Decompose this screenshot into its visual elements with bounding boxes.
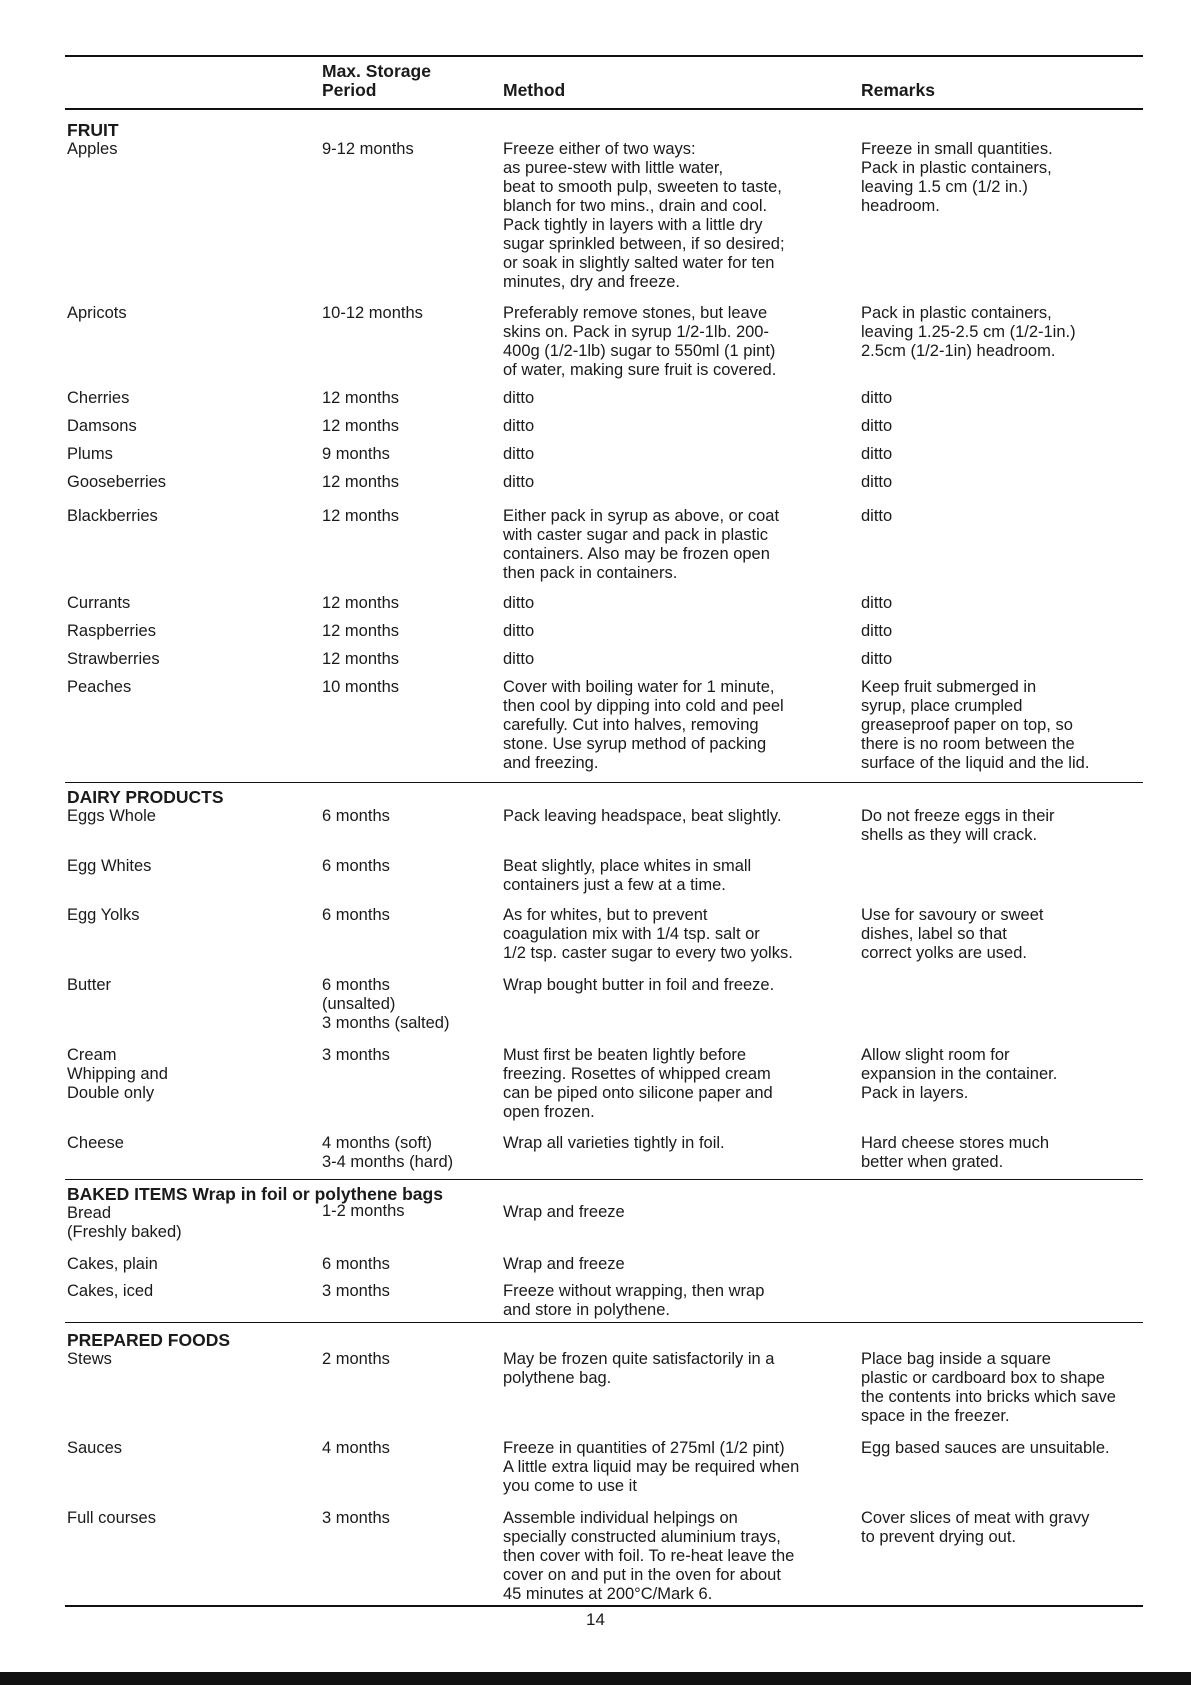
storage-period: 6 months <box>322 857 390 875</box>
food-name: Strawberries <box>67 650 160 668</box>
remarks-text: ditto <box>861 445 893 463</box>
method-text: Must first be beaten lightly before freezing. Rosettes of whipped cream can be piped onto silicone paper and open frozen. <box>503 1046 773 1121</box>
header-remarks: Remarks <box>861 80 935 100</box>
storage-period: 10 months <box>322 678 400 696</box>
remarks-text: Allow slight room for expansion in the container. Pack in layers. <box>861 1046 1058 1102</box>
method-text: ditto <box>503 389 535 407</box>
food-name: Eggs Whole <box>67 807 156 825</box>
storage-period: 6 months <box>322 807 390 825</box>
storage-period: 3 months <box>322 1046 390 1064</box>
method-text: Beat slightly, place whites in small containers just a few at a time. <box>503 857 752 894</box>
method-text: Freeze without wrapping, then wrap and store in polythene. <box>503 1282 765 1319</box>
header-rule <box>65 108 1143 110</box>
section-title-baked: BAKED ITEMS Wrap in foil or polythene bags <box>67 1184 443 1204</box>
remarks-text: Hard cheese stores much better when grated. <box>861 1134 1050 1171</box>
section-title-prepared: PREPARED FOODS <box>67 1330 231 1350</box>
remarks-text: Pack in plastic containers, leaving 1.25-2.5 cm (1/2-1in.) 2.5cm (1/2-1in) headroom. <box>861 304 1076 360</box>
remarks-text: ditto <box>861 389 893 407</box>
section-rule <box>65 782 1143 783</box>
remarks-text: ditto <box>861 507 893 525</box>
remarks-text: Do not freeze eggs in their shells as they will crack. <box>861 807 1055 844</box>
food-name: Apricots <box>67 304 127 322</box>
method-text: Wrap bought butter in foil and freeze. <box>503 976 775 994</box>
remarks-text: Cover slices of meat with gravy to prevent drying out. <box>861 1509 1090 1546</box>
food-name: Currants <box>67 594 131 612</box>
remarks-text: ditto <box>861 594 893 612</box>
storage-period: 6 months <box>322 1255 390 1273</box>
storage-period: 4 months <box>322 1439 390 1457</box>
header-method: Method <box>503 80 566 100</box>
storage-period: 12 months <box>322 389 400 407</box>
food-name: Damsons <box>67 417 137 435</box>
food-name: Cheese <box>67 1134 124 1152</box>
storage-period: 10-12 months <box>322 304 423 322</box>
food-name: Bread (Freshly baked) <box>67 1204 182 1241</box>
method-text: Assemble individual helpings on specially constructed aluminium trays, then cover with foil. To re-heat leave the cover on and put in the oven for about 45 minutes at 200°C/Mark 6. <box>503 1509 795 1603</box>
method-text: Freeze in quantities of 275ml (1/2 pint) A little extra liquid may be required when you come to use it <box>503 1439 800 1495</box>
remarks-text: Egg based sauces are unsuitable. <box>861 1439 1110 1457</box>
food-name: Cream Whipping and Double only <box>67 1046 168 1102</box>
food-name: Butter <box>67 976 112 994</box>
section-rule <box>65 1179 1143 1180</box>
storage-period: 6 months <box>322 906 390 924</box>
remarks-text: Freeze in small quantities. Pack in plastic containers, leaving 1.5 cm (1/2 in.) headroom. <box>861 140 1053 215</box>
top-rule <box>65 55 1143 57</box>
section-rule <box>65 1322 1143 1323</box>
remarks-text: Use for savoury or sweet dishes, label so that correct yolks are used. <box>861 906 1044 962</box>
food-name: Stews <box>67 1350 112 1368</box>
food-name: Gooseberries <box>67 473 167 491</box>
method-text: ditto <box>503 473 535 491</box>
food-name: Egg Yolks <box>67 906 140 924</box>
storage-period: 1-2 months <box>322 1202 405 1220</box>
remarks-text: ditto <box>861 417 893 435</box>
food-name: Peaches <box>67 678 132 696</box>
storage-period: 9 months <box>322 445 390 463</box>
method-text: As for whites, but to prevent coagulation mix with 1/4 tsp. salt or 1/2 tsp. caster sugar to every two yolks. <box>503 906 793 962</box>
remarks-text: Keep fruit submerged in syrup, place crumpled greaseproof paper on top, so there is no room between the surface of the liquid and the lid. <box>861 678 1090 772</box>
method-text: Wrap and freeze <box>503 1203 625 1221</box>
storage-period: 9-12 months <box>322 140 414 158</box>
method-text: ditto <box>503 622 535 640</box>
remarks-text: ditto <box>861 473 893 491</box>
food-name: Blackberries <box>67 507 158 525</box>
food-name: Apples <box>67 140 118 158</box>
storage-period: 3 months <box>322 1282 390 1300</box>
method-text: Wrap and freeze <box>503 1255 625 1273</box>
method-text: ditto <box>503 594 535 612</box>
method-text: Pack leaving headspace, beat slightly. <box>503 807 782 825</box>
food-name: Full courses <box>67 1509 156 1527</box>
method-text: Wrap all varieties tightly in foil. <box>503 1134 725 1152</box>
storage-period: 12 months <box>322 622 400 640</box>
storage-period: 3 months <box>322 1509 390 1527</box>
method-text: Either pack in syrup as above, or coat with caster sugar and pack in plastic containers. Also may be frozen open then pack in containers. <box>503 507 780 582</box>
method-text: Preferably remove stones, but leave skins on. Pack in syrup 1/2-1lb. 200- 400g (1/2-1lb) sugar to 550ml (1 pint) of water, making sure fruit is covered. <box>503 304 777 379</box>
section-title-dairy: DAIRY PRODUCTS <box>67 787 224 807</box>
method-text: Freeze either of two ways: as puree-stew with little water, beat to smooth pulp, sweeten to taste, blanch for two mins., drain and cool. Pack tightly in layers with a little dry sugar sprinkled between, if so desired; or soak in slightly salted water for ten minutes, dry and freeze. <box>503 140 785 291</box>
method-text: Cover with boiling water for 1 minute, then cool by dipping into cold and peel carefully. Cut into halves, removing stone. Use syrup method of packing and freezing. <box>503 678 784 772</box>
food-name: Cherries <box>67 389 130 407</box>
storage-period: 4 months (soft) 3-4 months (hard) <box>322 1134 454 1171</box>
remarks-text: ditto <box>861 622 893 640</box>
food-name: Cakes, iced <box>67 1282 154 1300</box>
storage-period: 12 months <box>322 594 400 612</box>
section-title-fruit: FRUIT <box>67 120 119 140</box>
remarks-text: ditto <box>861 650 893 668</box>
method-text: May be frozen quite satisfactorily in a polythene bag. <box>503 1350 775 1387</box>
food-name: Cakes, plain <box>67 1255 158 1273</box>
storage-period: 2 months <box>322 1350 390 1368</box>
food-name: Egg Whites <box>67 857 152 875</box>
storage-period: 12 months <box>322 417 400 435</box>
food-name: Raspberries <box>67 622 156 640</box>
page-number: 14 <box>586 1610 605 1629</box>
header-storage-period: Max. Storage Period <box>322 61 431 100</box>
food-name: Plums <box>67 445 113 463</box>
scan-edge-bar <box>0 1672 1191 1685</box>
method-text: ditto <box>503 650 535 668</box>
remarks-text: Place bag inside a square plastic or cardboard box to shape the contents into bricks which save space in the freezer. <box>861 1350 1116 1425</box>
storage-period: 12 months <box>322 650 400 668</box>
storage-period: 12 months <box>322 507 400 525</box>
storage-period: 6 months (unsalted) 3 months (salted) <box>322 976 450 1032</box>
method-text: ditto <box>503 417 535 435</box>
storage-period: 12 months <box>322 473 400 491</box>
bottom-rule <box>65 1605 1143 1607</box>
method-text: ditto <box>503 445 535 463</box>
food-name: Sauces <box>67 1439 123 1457</box>
